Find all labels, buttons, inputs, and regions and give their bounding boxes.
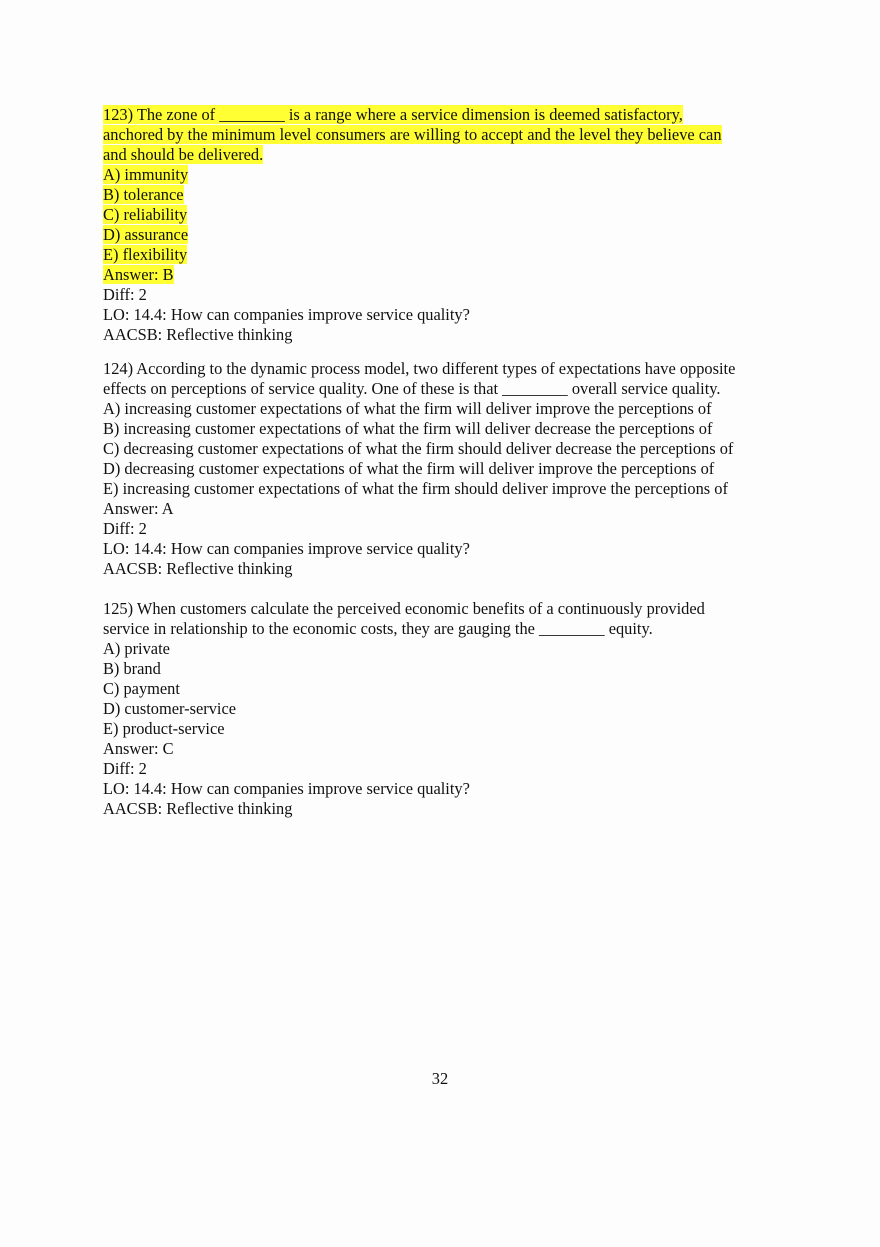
option-d: D) assurance bbox=[103, 225, 189, 244]
option-c: C) payment bbox=[103, 679, 180, 698]
question-stem-line: 124) According to the dynamic process model, two different types of expectations have opposite bbox=[103, 359, 736, 378]
aacsb-line: AACSB: Reflective thinking bbox=[103, 799, 293, 818]
difficulty-line: Diff: 2 bbox=[103, 519, 147, 538]
page-content bbox=[103, 105, 783, 819]
option-e: E) increasing customer expectations of what the firm should deliver improve the perceptions of bbox=[103, 479, 728, 498]
answer-line: Answer: C bbox=[103, 739, 174, 758]
aacsb-line: AACSB: Reflective thinking bbox=[103, 559, 293, 578]
question-stem-line: effects on perceptions of service quality. One of these is that ________ overall service quality. bbox=[103, 379, 721, 398]
page-number: 32 bbox=[431, 1069, 449, 1088]
question-124 bbox=[103, 359, 783, 579]
option-c: C) decreasing customer expectations of what the firm should deliver decrease the perceptions of bbox=[103, 439, 734, 458]
option-c: C) reliability bbox=[103, 205, 188, 224]
option-b: B) brand bbox=[103, 659, 161, 678]
option-b: B) increasing customer expectations of what the firm will deliver decrease the perceptions of bbox=[103, 419, 713, 438]
question-stem-line: anchored by the minimum level consumers are willing to accept and the level they believe can bbox=[103, 125, 722, 144]
option-e: E) flexibility bbox=[103, 245, 188, 264]
question-123 bbox=[103, 105, 783, 345]
question-125 bbox=[103, 599, 783, 819]
option-a: A) increasing customer expectations of what the firm will deliver improve the perceptions of bbox=[103, 399, 712, 418]
question-stem-line: 123) The zone of ________ is a range where a service dimension is deemed satisfactory, bbox=[103, 105, 683, 124]
learning-objective-line: LO: 14.4: How can companies improve service quality? bbox=[103, 539, 470, 558]
question-stem-line: and should be delivered. bbox=[103, 145, 264, 164]
aacsb-line: AACSB: Reflective thinking bbox=[103, 325, 293, 344]
option-a: A) private bbox=[103, 639, 170, 658]
option-e: E) product-service bbox=[103, 719, 225, 738]
learning-objective-line: LO: 14.4: How can companies improve service quality? bbox=[103, 779, 470, 798]
option-d: D) decreasing customer expectations of what the firm will deliver improve the perceptions of bbox=[103, 459, 715, 478]
difficulty-line: Diff: 2 bbox=[103, 285, 147, 304]
option-a: A) immunity bbox=[103, 165, 189, 184]
answer-line: Answer: B bbox=[103, 265, 174, 284]
learning-objective-line: LO: 14.4: How can companies improve service quality? bbox=[103, 305, 470, 324]
question-stem-line: 125) When customers calculate the perceived economic benefits of a continuously provided bbox=[103, 599, 705, 618]
question-stem-line: service in relationship to the economic costs, they are gauging the ________ equity. bbox=[103, 619, 653, 638]
answer-line: Answer: A bbox=[103, 499, 174, 518]
difficulty-line: Diff: 2 bbox=[103, 759, 147, 778]
option-b: B) tolerance bbox=[103, 185, 184, 204]
option-d: D) customer-service bbox=[103, 699, 237, 718]
